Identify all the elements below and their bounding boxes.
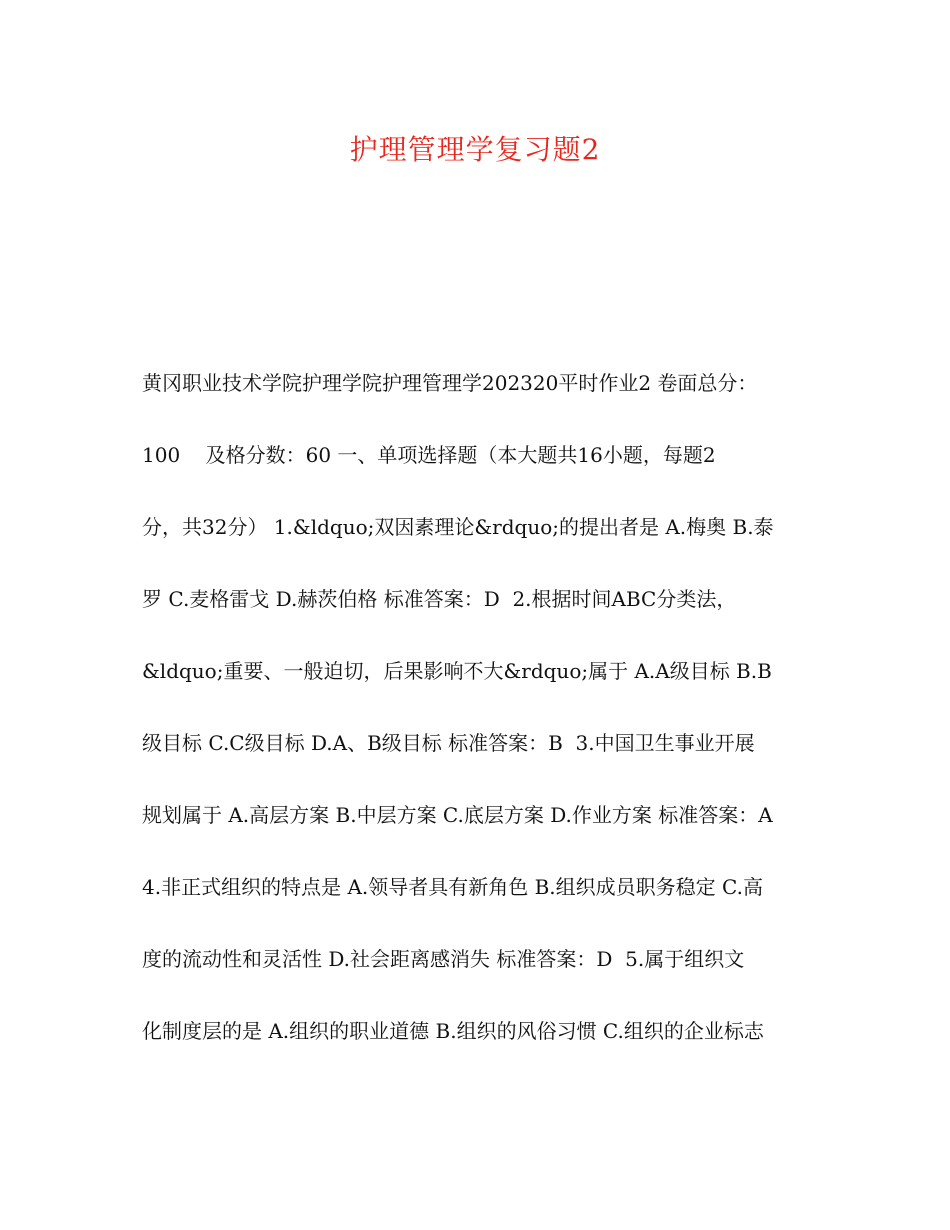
body-line: 4.非正式组织的特点是 A.领导者具有新角色 B.组织成员职务稳定 C.高	[142, 875, 763, 899]
body-line: &ldquo;重要、一般迫切，后果影响不大&rdquo;属于 A.A级目标 B.B	[142, 659, 772, 683]
body-line: 100 及格分数：60 一、单项选择题（本大题共16小题，每题2	[142, 443, 716, 467]
body-line: 分，共32分） 1.&ldquo;双因素理论&rdquo;的提出者是 A.梅奥 B.泰	[142, 515, 774, 539]
body-line: 黄冈职业技术学院护理学院护理管理学202320平时作业2 卷面总分：	[142, 371, 758, 395]
body-line: 化制度层的是 A.组织的职业道德 B.组织的风俗习惯 C.组织的企业标志	[142, 1019, 764, 1043]
body-line: 规划属于 A.高层方案 B.中层方案 C.底层方案 D.作业方案 标准答案：A	[142, 803, 773, 827]
body-line: 级目标 C.C级目标 D.A、B级目标 标准答案：B 3.中国卫生事业开展	[142, 731, 755, 755]
body-line: 度的流动性和灵活性 D.社会距离感消失 标准答案：D 5.属于组织文	[142, 947, 745, 971]
body-line: 罗 C.麦格雷戈 D.赫茨伯格 标准答案：D 2.根据时间ABC分类法，	[142, 587, 737, 611]
document-body	[142, 363, 812, 1083]
document-title: 护理管理学复习题2	[349, 133, 601, 166]
